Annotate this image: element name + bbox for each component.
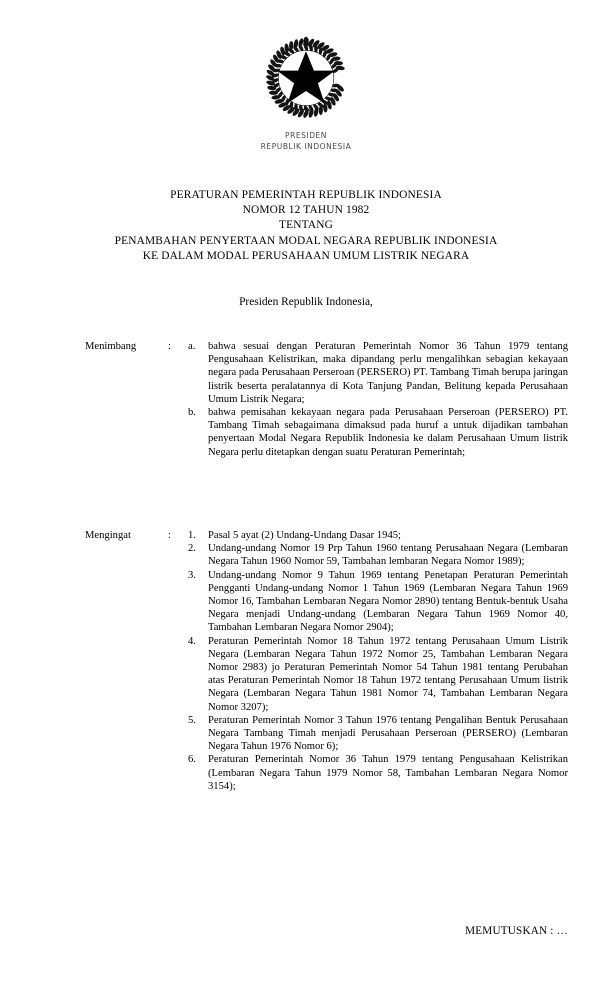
mengingat-colon: : [168, 530, 171, 541]
mengingat-label: Mengingat [85, 530, 131, 541]
item-marker: b. [188, 407, 196, 419]
section-menimbang [85, 340, 568, 459]
emblem-caption-line-2: REPUBLIK INDONESIA [260, 141, 352, 151]
item-marker: a. [188, 341, 196, 352]
item-marker: 2. [188, 543, 196, 555]
opening-line: Presiden Republik Indonesia, [239, 296, 373, 308]
item-text: Undang-undang Nomor 9 Tahun 1969 tentang Penetapan Peraturan Pemerintah Pengganti Undang-undang Nomor 1 Tahun 1969 (Lembaran Negara Tahun 1969 Nomor 16, Tambahan Lembaran Negara Nomor 2890) tentang Bentuk-bentuk Usaha Negara menjadi Undang-undang (Lembaran Negara Tahun 1969 Nomor 40, Tambahan Lembaran Negara Nomor 2904); [208, 569, 568, 634]
list-item [188, 714, 568, 754]
list-item [188, 569, 568, 635]
menimbang-items [188, 340, 568, 459]
item-text: Pasal 5 ayat (2) Undang-Undang Dasar 1945; [208, 530, 401, 541]
title-line-number: NOMOR 12 TAHUN 1982 [242, 204, 370, 217]
title-line-regulation-type: PERATURAN PEMERINTAH REPUBLIK INDONESIA [170, 189, 442, 201]
mengingat-items [188, 529, 568, 793]
document-title [40, 188, 572, 264]
list-item [188, 529, 568, 542]
item-marker: 4. [188, 635, 196, 647]
item-marker: 5. [188, 714, 196, 726]
item-text: Undang-undang Nomor 19 Prp Tahun 1960 tentang Perusahaan Negara (Lembaran Negara Tahun 1960 Nomor 59, Tambahan lembaran Negara Nomor 1989); [208, 543, 568, 568]
list-item [188, 542, 568, 568]
title-line-tentang: TENTANG [279, 219, 333, 232]
emblem-caption [0, 131, 612, 152]
item-text: Peraturan Pemerintah Nomor 3 Tahun 1976 tentang Pengalihan Bentuk Perusahaan Negara Tambang Timah menjadi Perusahaan Perseroan (PERSERO) (Lembaran Negara Tahun 1976 Nomor 6); [208, 714, 568, 753]
title-line-subject-1: PENAMBAHAN PENYERTAAN MODAL NEGARA REPUBLIK INDONESIA [114, 234, 498, 247]
item-marker: 6. [188, 754, 196, 766]
item-marker: 3. [188, 569, 196, 581]
list-item [188, 753, 568, 793]
list-item [188, 635, 568, 714]
list-item [188, 340, 568, 406]
item-text: Peraturan Pemerintah Nomor 36 Tahun 1979 tentang Pengusahaan Kelistrikan (Lembaran Negara Tahun 1979 Nomor 58, Tambahan Lembaran Negara Nomor 3154); [208, 754, 568, 792]
item-marker: 1. [188, 530, 196, 541]
item-text: bahwa sesuai dengan Peraturan Pemerintah Nomor 36 Tahun 1979 tentang Pengusahaan Kelistrikan, maka dipandang perlu mengalihkan sebagian kekayaan negara pada Perusahaan Perseroan (PERSERO) PT. Tambang Timah berupa jaringan listrik beserta peralatannya di Kota Tanjung Pandan, Belitung kepada Perusahaan Umum Listrik Negara; [208, 341, 568, 405]
emblem-block [0, 36, 612, 152]
menimbang-colon: : [168, 341, 171, 352]
title-line-subject-2: KE DALAM MODAL PERUSAHAAN UMUM LISTRIK NEGARA [142, 249, 470, 262]
emblem-caption-line-1: PRESIDEN [285, 131, 327, 140]
menimbang-label: Menimbang [85, 341, 137, 352]
presidential-star-wreath-icon [264, 36, 348, 120]
memutuskan-footer: MEMUTUSKAN : … [465, 925, 568, 937]
list-item [188, 406, 568, 459]
section-mengingat [85, 529, 568, 793]
item-text: bahwa pemisahan kekayaan negara pada Perusahaan Perseroan (PERSERO) PT. Tambang Timah sebagaimana dimaksud pada huruf a untuk dijadikan tambahan penyertaan Modal Negara Republik Indonesia ke dalam Perusahaan Umum listrik Negara perlu ditetapkan dengan suatu Peraturan Pemerintah; [208, 407, 568, 458]
item-text: Peraturan Pemerintah Nomor 18 Tahun 1972 tentang Perusahaan Umum Listrik Negara (Lembaran Negara Tahun 1972 Nomor 25, Tambahan Lembaran Negara Nomor 2983) jo Peraturan Pemerintah Nomor 54 Tahun 1981 tentang Perubahan atas Peraturan Pemerintah Nomor 18 Tahun 1972 tentang Perusahaan Umum listrik Negara (Lembaran Negara Tahun 1981 Nomor 74, Tambahan Lembaran Negara Nomor 3207); [208, 635, 568, 713]
